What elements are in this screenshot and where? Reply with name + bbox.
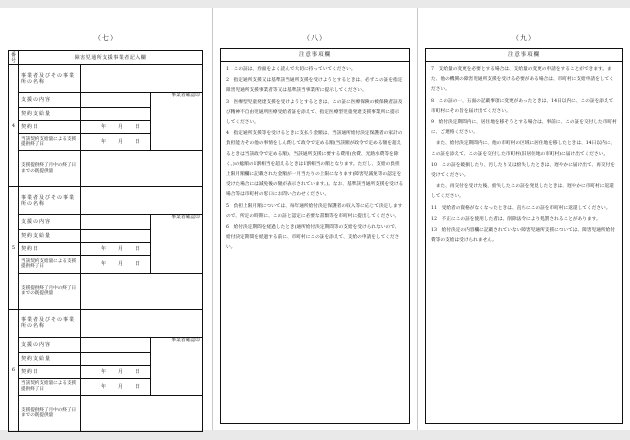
field-label-content: 支援の内容	[19, 93, 81, 108]
notes-header: 注意事項欄	[426, 49, 622, 62]
date-field[interactable]	[81, 365, 151, 378]
date-unit-year: 年	[101, 383, 107, 390]
date-unit-year: 年	[101, 139, 107, 146]
confirm-seal-cell	[151, 337, 203, 395]
date-field[interactable]	[81, 134, 151, 151]
note-item: 13 給付決定の内容欄に記載されていない障害児通所支援については、障害児通所給付費等の支給は受けられません。	[431, 228, 615, 244]
date-field[interactable]	[81, 121, 151, 134]
confirm-seal-label: 事業者確認印	[171, 337, 201, 343]
note-item: 5 負担上限月額については、毎年通所給付決定保護者の収入等に応じて決定しますので、所定の時期に、この証と認定に必要な書類等を市町村に提出してください。	[226, 203, 403, 219]
panel-nine-title: （九）	[512, 34, 536, 42]
field-label-contract-date: 契約日	[19, 121, 81, 134]
date-unit-month: 月	[117, 124, 123, 131]
table-header-row	[9, 51, 203, 65]
table-row	[9, 108, 203, 121]
field-value-balance[interactable]	[81, 273, 203, 309]
field-value-amount[interactable]	[81, 230, 203, 243]
date-field[interactable]	[81, 378, 151, 395]
field-value-name[interactable]	[81, 187, 203, 215]
panel-seven	[0, 8, 212, 430]
field-label-end-date: 当該契約支給量による支援提供終了日	[19, 256, 81, 273]
field-value-name[interactable]	[81, 309, 203, 337]
panel-eight-title: （八）	[303, 34, 327, 42]
field-label-amount: 契約支給量	[19, 230, 81, 243]
row-number: 5	[9, 187, 19, 309]
note-item: 2 指定通所支援又は基準該当通所支援を受けようとするときは、必ずこの証を指定障害児通所支援事業者等又は基準該当事業所に提示してください。	[226, 78, 403, 94]
date-unit-day: 日	[134, 246, 140, 253]
notes-list	[426, 62, 622, 246]
date-unit-month: 月	[117, 139, 123, 146]
table-row	[9, 215, 203, 230]
note-item: 12 不正にこの証を使用した者は、削除法令により処罰されることがあります。	[431, 216, 601, 222]
confirm-seal-label: 事業者確認印	[171, 93, 201, 99]
date-unit-year: 年	[101, 261, 107, 268]
date-unit-day: 日	[134, 124, 140, 131]
note-item: また、給付決定期間内に、他の市町村の区域に居住地を移したときは、14日以内に、この証を添えて、この証を交付した市町村(旧居住地の市町村)に届け出てください。	[431, 141, 616, 157]
confirm-seal-label: 事業者確認印	[171, 215, 201, 221]
table-row	[9, 273, 203, 309]
provider-entry-table	[8, 50, 203, 432]
date-unit-month: 月	[117, 261, 123, 268]
field-value-balance[interactable]	[81, 395, 203, 431]
col-provider-header: 障害児通所支援事業者記入欄	[19, 51, 203, 65]
panel-eight	[213, 8, 417, 430]
field-label-end-date: 当該契約支給量による支援提供終了日	[19, 134, 81, 151]
table-row	[9, 230, 203, 243]
note-item: また、再交付を受けた後、紛失したこの証を発見したときは、遅やかに市町村に返還してください。	[431, 184, 614, 200]
field-value-content[interactable]	[81, 215, 151, 230]
note-item: 1 この証は、券面をよく読んで大切に持っていてください。	[226, 67, 356, 72]
note-item: 8 この証の一、五面の記載事項に変更があったときは、14日以内に、この証を添えて市町村にその旨を届け出てください。	[431, 98, 614, 114]
date-field[interactable]	[81, 256, 151, 273]
date-unit-month: 月	[117, 383, 123, 390]
table-row	[9, 151, 203, 187]
date-unit-day: 日	[134, 261, 140, 268]
field-label-name: 事業者及びその事業所の名称	[19, 187, 81, 215]
field-value-balance[interactable]	[81, 151, 203, 187]
date-field[interactable]	[81, 243, 151, 256]
date-unit-day: 日	[134, 368, 140, 375]
note-item: 6 給付決定期間を経過したとき(通所給付決定期間等の支給を受けられないので、給付決定期間を経過する前に、市町村にこの証を添えて、支給の申請をしてください。	[226, 225, 400, 251]
note-item: 11 受給者の資格がなくなったときは、直ちにこの証を市町村に返還してください。	[431, 205, 611, 211]
field-value-content[interactable]	[81, 93, 151, 108]
table-row	[9, 337, 203, 352]
date-unit-day: 日	[134, 383, 140, 390]
field-label-name: 事業者及びその事業所の名称	[19, 309, 81, 337]
table-row	[9, 93, 203, 108]
field-value-name[interactable]	[81, 65, 203, 93]
panel-nine	[418, 8, 630, 430]
field-value-amount[interactable]	[81, 352, 203, 365]
table-row	[9, 65, 203, 93]
confirm-seal-cell	[151, 215, 203, 273]
field-label-amount: 契約支給量	[19, 352, 81, 365]
note-item: 9 給付決定期間内に、居住地を移そうとする場合は、事前に、この証を交付した市町村に、ご連絡ください。	[431, 120, 617, 136]
table-row	[9, 309, 203, 337]
field-label-content: 支援の内容	[19, 215, 81, 230]
note-item: 3 医療型児童発達支援を受けようとするときは、この証に医療保険の被保険者証及び精神不自由児通所医療受給者証を添えて、指定医療型児童発達支援事業所に提示してください。	[226, 99, 403, 126]
date-unit-month: 月	[117, 368, 123, 375]
notes-box-nine	[425, 48, 623, 424]
field-label-amount: 契約支給量	[19, 108, 81, 121]
field-value-amount[interactable]	[81, 108, 203, 121]
note-item: 4 指定通所支援等を受けるときに支払う金額は、当該通所給付決定保護者の家計の負担能力その他の事情をしん酌して政令で定める額(当該額が政令で定める額を超えるときは当該政令で定める額)、当該通所支援に要する費用(食費、光熱水費等を除く。)の総額の1割相当を超えるときは1割相当の額となります。ただし、支給の負担上限月額欄に記載された金額が一月当たりの上限になります(障害児減免等の認定を受けた場合には減免後の額が表示されています。)。なお、基準該当通所支援を受ける場合等は市町村の窓口にお問い合わせください。	[226, 131, 404, 198]
field-label-contract-date: 契約日	[19, 365, 81, 378]
row-number: 4	[9, 65, 19, 187]
field-label-balance: 支援提供終了月中の終了日までの既提供量	[19, 151, 81, 187]
date-unit-day: 日	[134, 139, 140, 146]
table-row	[9, 352, 203, 365]
notes-header: 注意事項欄	[221, 49, 409, 62]
date-unit-year: 年	[101, 368, 107, 375]
row-number: 6	[9, 309, 19, 431]
date-unit-month: 月	[117, 246, 123, 253]
table-row	[9, 395, 203, 431]
field-label-name: 事業者及びその事業所の名称	[19, 65, 81, 93]
date-unit-year: 年	[101, 124, 107, 131]
notes-box-eight	[220, 48, 410, 424]
note-item: 10 この証を破損したり、汚したり又は紛失したときは、遅やかに届け出て、再交付を受けてください。	[431, 162, 615, 179]
table-row	[9, 187, 203, 215]
date-unit-year: 年	[101, 246, 107, 253]
field-label-balance: 支援提供終了月中の終了日までの既提供量	[19, 273, 81, 309]
confirm-seal-cell	[151, 93, 203, 151]
field-value-content[interactable]	[81, 337, 151, 352]
field-label-balance: 支援提供終了月中の終了日までの既提供量	[19, 395, 81, 431]
field-label-end-date: 当該契約支給量による支援提供終了日	[19, 378, 81, 395]
note-item: 7 支給量の変更を必要とする場合は、支給量の変更の申請をすることができます。また、他の機関の障害児通所支援を受ける必要がある場合は、市町村に支給申請をしてください。	[431, 67, 614, 93]
notes-list	[221, 62, 409, 254]
field-label-contract-date: 契約日	[19, 243, 81, 256]
field-label-content: 支援の内容	[19, 337, 81, 352]
panel-seven-title: （七）	[94, 34, 118, 42]
col-number-header: 番号	[9, 51, 19, 65]
